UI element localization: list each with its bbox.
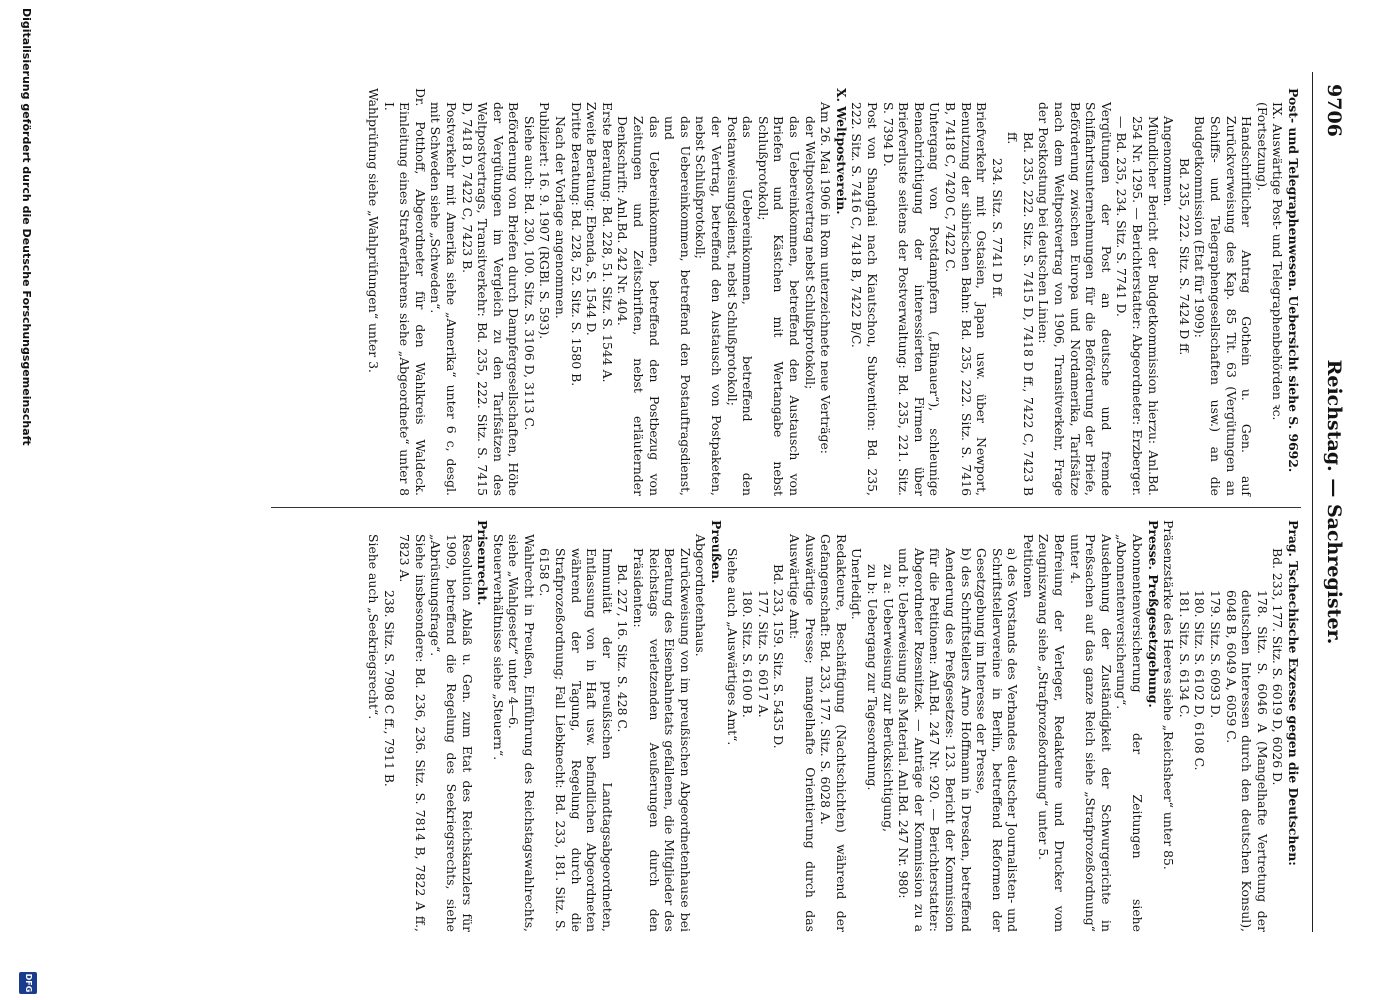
index-entry: das Uebereinkommen, betreffend den Postbezug von Zeitungen und Zeitschriften, nebst erläuternder Denkschrift: Anl.Bd. 242 Nr. 404.: [615, 116, 662, 496]
index-entry: Siehe auch „Seekriegsrecht“.: [365, 534, 381, 720]
index-entry: Briefverkehr mit Ostasien, Japan usw. über Newport, Benutzung der sibirischen Bahn: Bd. 235, 222. Sitz. S. 7416 B, 7418 C, 7420 C, 7422 C.: [942, 102, 990, 496]
index-entry: (Fortsetzung).: [1254, 102, 1270, 191]
index-entry: der Weltpostvertrag nebst Schlußprotokoll;: [802, 116, 818, 390]
index-entry: das Uebereinkommen, betreffend den Postanweisungsdienst, nebst Schlußprotokoll;: [724, 116, 756, 496]
index-entry: Auswärtige Presse; mangelhafte Orientierung durch das Auswärtige Amt:: [787, 534, 818, 932]
index-entry: 238. Sitz. S. 7908 C ff., 7911 B.: [381, 590, 397, 787]
index-entry: Postverkehr mit Amerika siehe „Amerika“ unter 6 c, desgl. mit Schweden siehe „Schweden“.: [428, 102, 459, 496]
index-entry: X. Weltpostverein.: [833, 88, 849, 215]
index-entry: Dr. Potthoff, Abgeordneter für den Wahlkreis Waldeck. Einleitung eines Strafverfahrens siehe „Abgeordnete“ unter 8 I.: [381, 88, 428, 496]
index-entry: Siehe auch: Bd. 230, 100. Sitz. S. 3106 D, 3113 C.: [521, 116, 537, 431]
index-entry: Bd. 233, 177. Sitz. S. 6019 D, 6026 D.: [1270, 548, 1286, 786]
index-entry: zu a: Ueberweisung zur Berücksichtigung,: [880, 564, 896, 833]
index-entry: Nach der Vorlage angenommen.: [553, 116, 569, 319]
index-entry: Unerledigt.: [849, 548, 865, 620]
index-entry: Dritte Beratung: Bd. 228, 52. Sitz. S. 1580 B.: [568, 102, 584, 387]
column-divider: [271, 507, 1301, 508]
index-entry: Publiziert: 16. 9. 1907 (RGBl. S. 593).: [537, 102, 553, 340]
index-entry: Bd. 227, 16. Sitz. S. 428 C.: [615, 564, 631, 733]
page-header: [1312, 72, 1353, 932]
index-entry: Am 26. Mai 1906 in Rom unterzeichnete neue Verträge:: [818, 102, 834, 454]
index-entry: Immunität der preußischen Landtagsabgeordneten, Entlassung von in Haft usw. befindlichen Abgeordneten während der Tagung, Regelung durch die Strafprozeßordnung; Fall Liebknecht: Bd. 233, 181. Sitz. S. 6158 C.: [537, 548, 615, 932]
index-entry: Zweite Beratung: Ebenda, S. 1544 D.: [584, 102, 600, 336]
footer-credit: Digitalisierung gefördert durch die Deutsche Forschungsgemeinschaft: [20, 8, 33, 446]
index-entry: Wahlrecht in Preußen, Einführung des Reichstagswahlrechts, siehe „Wahlgesetz“ unter 4—6.: [506, 534, 537, 932]
index-entry: zu b: Uebergang zur Tagesordnung.: [864, 564, 880, 791]
index-entry: Angenommen.: [1161, 116, 1177, 207]
index-entry: Bd. 235, 222. Sitz. S. 7415 D, 7418 D ff., 7422 C, 7423 B ff.: [1005, 132, 1036, 496]
index-entry: Untergang von Postdampfern („Bünauer“), schleunige Benachrichtigung der interessierten Firmen über Briefverluste seitens der Postverwaltung: Bd. 235, 221. Sitz. S. 7394 D.: [880, 102, 943, 496]
index-entry: Resolution Ablaß u. Gen. zum Etat des Reichskanzlers für 1909, betreffend die Regelung des Seekriegsrechts, siehe „Abrüstungsfrage“.: [428, 534, 475, 932]
index-entry: Post- und Telegraphenwesen. Uebersicht siehe S. 9692.: [1286, 88, 1301, 473]
index-entry: Zurückweisung von im preußischen Abgeordnetenhause bei Beratung des Eisenbahnetats gefallenen, die Mitglieder des Reichstags verletzenden Aeußerungen durch den Präsidenten:: [631, 548, 693, 932]
index-entry: a) des Vorstands des Verbandes deutscher Journalisten- und Schriftstellervereine in Berlin, betreffend Reformen der Gesetzgebung im Interesse der Presse,: [974, 548, 1021, 932]
index-entry: 234. Sitz. S. 7741 D ff.: [989, 158, 1005, 299]
index-entry: Beförderung von Briefen durch Dampfergesellschaften, Höhe der Vergütungen im Vergleich zu den Tarifsätzen des Weltpostvertrags, Transitverkehr: Bd. 235, 222. Sitz. S. 7415 D, 7418 D, 7422 C, 7423 B.: [459, 102, 522, 496]
index-entry: Ausdehnung der Zuständigkeit der Schwurgerichte in Preßsachen auf das ganze Reich siehe „Strafprozeßordnung“ unter 4.: [1067, 534, 1114, 932]
index-entry: Befreiung der Verleger, Redakteure und Drucker vom Zeugniszwang siehe „Strafprozeßordnung“ unter 5.: [1036, 534, 1068, 932]
index-entry: 181. Sitz. S. 6134 C.: [1176, 590, 1192, 718]
index-entry: Bd. 233, 159. Sitz. S. 5435 D.: [771, 564, 787, 749]
dfg-logo: DFG: [19, 972, 37, 994]
index-entry: 180. Sitz. S. 6102 D, 6108 C.: [1192, 590, 1208, 771]
footer: [11, 0, 41, 1000]
index-entry: Wahlprüfung siehe „Wahlprüfungen“ unter 3.: [365, 88, 381, 373]
index-entry: Bd. 235, 222. Sitz. S. 7424 D ff.: [1176, 158, 1192, 356]
index-entry: b) des Schriftstellers Arno Hoffmann in Dresden, betreffend Aenderung des Preßgesetzes: 123. Bericht der Kommission für die Petitionen: Anl.Bd. 247 Nr. 920. — Berichterstatter: Abgeordneter Rzesnitzek. — Anträge der Kommission zu a und b: Ueberweisung als Material. Anl.Bd. 247 Nr. 980:: [896, 548, 974, 932]
index-entry: Abonnentenversicherung der Zeitungen siehe „Abonnentenversicherung“.: [1114, 534, 1146, 932]
right-column: [365, 520, 1301, 932]
index-entry: das Uebereinkommen, betreffend den Postauftragsdienst, und: [662, 116, 693, 496]
index-entry: 180. Sitz. S. 6100 B.: [740, 590, 756, 718]
index-entry: Prag. Tschechische Exzesse gegen die Deutschen:: [1286, 520, 1301, 866]
index-entry: 177. Sitz. S. 6017 A.: [755, 590, 771, 718]
index-entry: Petitionen: [1020, 534, 1036, 598]
page-number: 9706: [1323, 84, 1345, 137]
left-column: [365, 88, 1301, 496]
index-entry: Abgeordnetenhaus.: [693, 534, 709, 657]
index-entry: Erste Beratung: Bd. 228, 51. Sitz. S. 1544 A.: [599, 102, 615, 383]
index-entry: Redakteure, Beschäftigung (Nachtschichten) während der Gefangenschaft: Bd. 233, 177. Sitz. S. 6028 A.: [818, 534, 849, 932]
index-entry: der Vertrag, betreffend den Austausch von Postpaketen, nebst Schlußprotokoll;: [693, 116, 725, 496]
index-entry: Handschriftlicher Antrag Gothein u. Gen. auf Zurückverweisung des Kap. 85 Tit. 63 (Vergütungen an Schiffs- und Telegraphengesellschaften usw.) an die Budgetkommission (Etat für 1909):: [1192, 116, 1255, 496]
index-entry: Mündlicher Bericht der Budgetkommission hierzu: Anl.Bd. 254 Nr. 1295. — Berichterstatter: Abgeordneter: Erzberger. — Bd. 235, 234. Sitz. S. 7741 D.: [1114, 116, 1161, 496]
index-entry: Steuerverhältnisse siehe „Steuern“.: [490, 534, 506, 761]
index-entry: Preußen.: [709, 520, 725, 584]
index-entry: 179. Sitz. S. 6093 D.: [1208, 590, 1224, 719]
index-entry: Prisenrecht.: [475, 520, 491, 606]
index-entry: Post von Shanghai nach Kiautschou, Subvention: Bd. 235, 222. Sitz. S. 7416 C, 7418 B, 7422 B/C.: [849, 102, 880, 496]
index-entry: Präsenzstärke des Heeres siehe „Reichsheer“ unter 85.: [1161, 520, 1177, 870]
index-entry: Siehe auch „Auswärtiges Amt“.: [724, 548, 740, 746]
running-head: Reichstag. — Sachregister.: [1323, 359, 1345, 645]
index-entry: 178. Sitz. S. 6046 A (Mangelhafte Vertretung der deutschen Interessen durch den deutschen Konsul), 6048 B, 6049 A, 6059 C.: [1223, 590, 1270, 932]
index-entry: Presse. Preßgesetzgebung.: [1145, 520, 1161, 708]
index-entry: das Uebereinkommen, betreffend den Austausch von Briefen und Kästchen mit Wertangabe nebst Schlußprotokoll;: [755, 116, 802, 496]
index-entry: IX. Auswärtige Post- und Telegraphenbehörden ꝛc.: [1270, 102, 1286, 421]
index-entry: Vergütungen der Post an deutsche und fremde Schiffahrtsunternehmungen für die Beförderung der Briefe, Beförderung zwischen Europa und Nordamerika, Tarifsätze nach dem Weltpostvertrag von 1906, Transitverkehr, Frage der Postkostung bei deutschen Linien:: [1036, 102, 1114, 496]
index-entry: Siehe insbesondere: Bd. 236, 236. Sitz. S. 7814 B, 7822 A ff., 7823 A.: [397, 534, 428, 932]
